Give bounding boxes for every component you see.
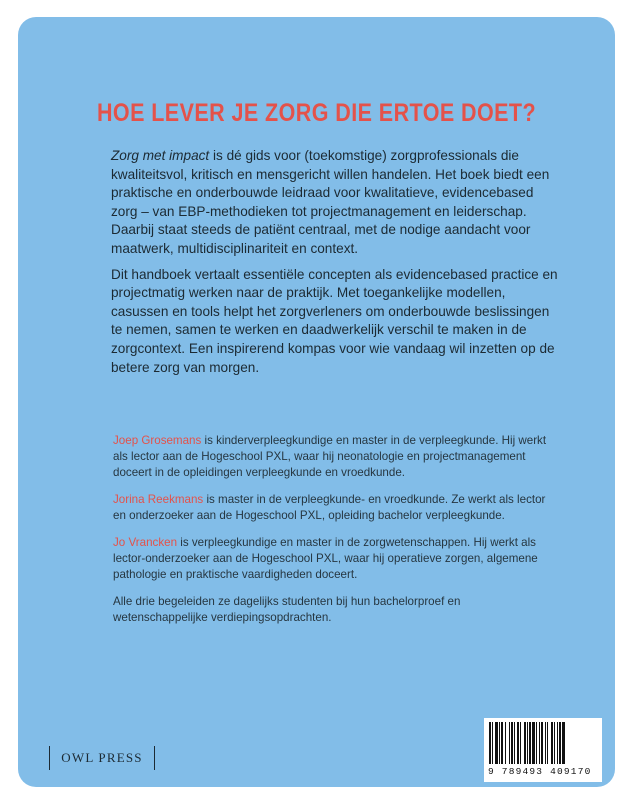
blurb [111,147,561,384]
book-title-italic: Zorg met impact [111,148,210,163]
barcode-icon [489,722,597,766]
back-cover [18,17,615,787]
author-bio-text: is master in de verpleegkunde- en vroedkunde. Ze werkt als lector en onderzoeker aan de Hogeschool PXL, opleiding bachelor verpleegkunde. [113,493,546,522]
author-name: Jorina Reekmans [113,493,204,506]
author-bios [113,433,553,637]
barcode [484,718,602,782]
blurb-paragraph-1 [111,147,561,259]
author-bio-text: is kinderverpleegkundige en master in de verpleegkunde. Hij werkt als lector aan de Hogeschool PXL, waar hij neonatologie en projectmanagement doceert in de opleidingen verpleegkunde en vroedkunde. [113,434,547,479]
author-name: Joep Grosemans [113,434,202,447]
blurb-paragraph-1-text: is dé gids voor (toekomstige) zorgprofessionals die kwaliteitsvol, kritisch en mensgericht willen handelen. Het boek biedt een praktische en onderbouwde leidraad voor kwalitatieve, evidencebased zorg – van EBP-methodieken tot projectmanagement en leiderschap. Daarbij staat steeds de patiënt centraal, met de nodige aandacht voor maatwerk, multidisciplinariteit en context. [111,148,550,256]
author-bio [113,433,553,481]
blurb-paragraph-2: Dit handboek vertaalt essentiële concepten als evidencebased practice en projectmatig werken naar de praktijk. Met toegankelijke modellen, casussen en tools helpt het zorgverleners om onderbouwde beslissingen te nemen, samen te werken en daadwerkelijk verschil te maken in de zorgcontext. Een inspirerend kompas voor wie vandaag wil inzetten op de betere zorg van morgen. [111,266,558,375]
closing-paragraph: Alle drie begeleiden ze dagelijks studenten bij hun bachelorproef en wetenschappelijke verdiepingsopdrachten. [113,595,461,624]
publisher-logo: OWL PRESS [49,746,155,770]
isbn-number: 9 789493 409170 [488,766,592,777]
author-bio [113,492,553,524]
cover-heading: HOE LEVER JE ZORG DIE ERTOE DOET? [96,99,537,127]
author-bio-text: is verpleegkundige en master in de zorgwetenschappen. Hij werkt als lector-onderzoeker aan de Hogeschool PXL, waar hij operatieve zorgen, algemene pathologie en praktische vaardigheden doceert. [113,536,538,581]
author-name: Jo Vrancken [113,536,178,549]
author-bio [113,535,553,583]
